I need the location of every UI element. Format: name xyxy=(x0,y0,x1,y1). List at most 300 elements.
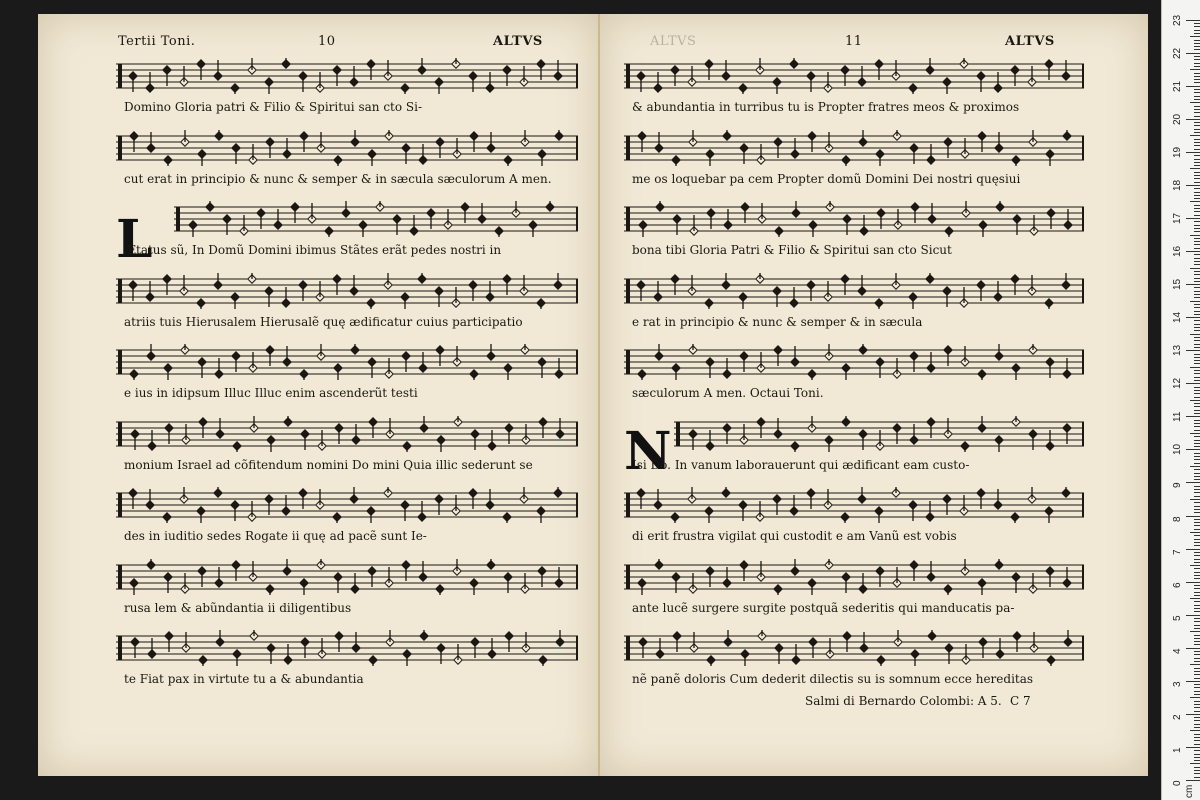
ruler-subtick xyxy=(1194,757,1200,758)
ruler-subtick xyxy=(1194,734,1200,735)
ruler-subtick xyxy=(1194,99,1200,100)
ruler-subtick xyxy=(1194,651,1200,652)
ruler-tick xyxy=(1186,482,1200,483)
ruler-label: 9 xyxy=(1172,482,1183,489)
ruler-tick xyxy=(1186,218,1200,219)
ruler-subtick xyxy=(1194,129,1200,130)
ruler-tick xyxy=(1186,86,1200,87)
ruler-subtick xyxy=(1194,635,1200,636)
music-staff xyxy=(674,416,1084,452)
ruler-subtick xyxy=(1194,145,1200,146)
lyric-line: e rat in principio & nunc & semper & in sæcula xyxy=(632,314,923,329)
ruler-subtick xyxy=(1194,410,1200,411)
ruler-subtick xyxy=(1194,274,1200,275)
ruler-subtick xyxy=(1194,82,1200,83)
ruler-subtick xyxy=(1190,466,1200,467)
ruler-subtick xyxy=(1194,205,1200,206)
ruler-subtick xyxy=(1190,69,1200,70)
ruler-label: 22 xyxy=(1172,47,1183,59)
ruler-subtick xyxy=(1194,578,1200,579)
ruler-subtick xyxy=(1194,423,1200,424)
lyric-line: Ætatus sũ, In Domũ Domini ibimus Stãtes erãt pedes nostri in xyxy=(124,243,502,257)
ruler-tick xyxy=(1186,714,1200,715)
ruler-subtick xyxy=(1194,175,1200,176)
ruler-subtick xyxy=(1190,235,1200,236)
ruler-subtick xyxy=(1194,525,1200,526)
ruler-subtick xyxy=(1194,777,1200,778)
music-staff xyxy=(116,344,578,380)
ruler-label: 6 xyxy=(1172,582,1183,588)
ruler-subtick xyxy=(1194,717,1200,718)
ruler-subtick xyxy=(1194,363,1200,364)
ruler-subtick xyxy=(1194,192,1200,193)
ruler-subtick xyxy=(1194,340,1200,341)
ruler-subtick xyxy=(1190,499,1200,500)
ruler-subtick xyxy=(1194,76,1200,77)
ruler-subtick xyxy=(1194,492,1200,493)
ruler-subtick xyxy=(1194,618,1200,619)
ruler-subtick xyxy=(1194,112,1200,113)
music-staff xyxy=(624,273,1084,309)
music-staff xyxy=(116,273,578,309)
music-staff xyxy=(624,344,1084,380)
ruler-subtick xyxy=(1194,440,1200,441)
ruler-subtick xyxy=(1194,155,1200,156)
ruler-label: 0 xyxy=(1172,780,1183,786)
ruler-subtick xyxy=(1194,605,1200,606)
ruler-tick xyxy=(1186,780,1200,781)
lyric-line: nẽ panẽ doloris Cum dederit dilectis su is somnum ecce hereditas xyxy=(632,672,1034,686)
music-staff xyxy=(624,130,1084,166)
ruler-subtick xyxy=(1194,413,1200,414)
music-staff xyxy=(116,487,578,523)
ruler-subtick xyxy=(1194,387,1200,388)
ruler-subtick xyxy=(1194,244,1200,245)
ruler-subtick xyxy=(1194,304,1200,305)
ruler-tick xyxy=(1186,152,1200,153)
ruler-subtick xyxy=(1194,215,1200,216)
ruler-tick xyxy=(1186,416,1200,417)
ruler-subtick xyxy=(1194,287,1200,288)
ruler-subtick xyxy=(1194,122,1200,123)
ruler-subtick xyxy=(1194,575,1200,576)
ruler-subtick xyxy=(1194,767,1200,768)
ruler-subtick xyxy=(1190,135,1200,136)
ruler-subtick xyxy=(1194,545,1200,546)
ruler-tick xyxy=(1186,20,1200,21)
ruler-subtick xyxy=(1194,522,1200,523)
lyric-line: te Fiat pax in virtute tu a & abundantia xyxy=(124,672,364,686)
header-altus-left: ALTVS xyxy=(493,34,543,49)
ruler-subtick xyxy=(1194,125,1200,126)
ruler-subtick xyxy=(1190,664,1200,665)
ruler-subtick xyxy=(1194,26,1200,27)
ruler-subtick xyxy=(1194,644,1200,645)
ruler-label: 1 xyxy=(1172,747,1183,753)
header-altus-right: ALTVS xyxy=(1005,34,1055,49)
ruler-tick xyxy=(1186,681,1200,682)
ruler-subtick xyxy=(1194,139,1200,140)
ruler-subtick xyxy=(1194,668,1200,669)
lyric-line: ante lucẽ surgere surgite postquã sederitis qui manducatis pa- xyxy=(632,600,1015,615)
decorated-initial-l: L xyxy=(116,209,153,270)
ruler-subtick xyxy=(1194,691,1200,692)
ruler-subtick xyxy=(1194,30,1200,31)
ruler-subtick xyxy=(1194,555,1200,556)
ruler-label: 4 xyxy=(1172,648,1183,654)
ruler-subtick xyxy=(1194,568,1200,569)
ruler-subtick xyxy=(1194,539,1200,540)
ruler-subtick xyxy=(1194,116,1200,117)
ruler-subtick xyxy=(1190,565,1200,566)
ruler-subtick xyxy=(1194,324,1200,325)
ruler-subtick xyxy=(1194,23,1200,24)
ruler-label: 20 xyxy=(1172,113,1183,125)
ruler-subtick xyxy=(1194,165,1200,166)
ruler-subtick xyxy=(1194,79,1200,80)
ruler-label: 19 xyxy=(1172,146,1183,158)
music-staff xyxy=(624,630,1084,666)
ruler-tick xyxy=(1186,648,1200,649)
ruler-subtick xyxy=(1194,625,1200,626)
lyric-line: atriis tuis Hierusalem Hierusalẽ quę ædificatur cuius participatio xyxy=(124,314,523,329)
ruler-subtick xyxy=(1194,502,1200,503)
ruler-subtick xyxy=(1194,380,1200,381)
ruler-subtick xyxy=(1194,611,1200,612)
ruler-subtick xyxy=(1194,773,1200,774)
ruler-subtick xyxy=(1194,552,1200,553)
ruler-subtick xyxy=(1194,330,1200,331)
ruler-subtick xyxy=(1194,377,1200,378)
music-staff xyxy=(116,416,578,452)
ruler-subtick xyxy=(1194,750,1200,751)
ruler-subtick xyxy=(1194,420,1200,421)
ruler-subtick xyxy=(1194,592,1200,593)
ruler-label: 21 xyxy=(1172,80,1183,92)
ruler-label: 11 xyxy=(1172,411,1183,423)
ruler-subtick xyxy=(1194,162,1200,163)
ruler-tick xyxy=(1186,383,1200,384)
ruler-subtick xyxy=(1194,357,1200,358)
ruler-subtick xyxy=(1194,92,1200,93)
ruler-subtick xyxy=(1194,473,1200,474)
ruler-subtick xyxy=(1194,46,1200,47)
ruler-subtick xyxy=(1190,168,1200,169)
ruler-tick xyxy=(1186,251,1200,252)
ruler-label: 16 xyxy=(1172,245,1183,258)
ruler-subtick xyxy=(1190,400,1200,401)
ruler-subtick xyxy=(1194,720,1200,721)
music-staff xyxy=(116,58,578,94)
ruler-subtick xyxy=(1194,248,1200,249)
ruler-subtick xyxy=(1194,754,1200,755)
ruler-subtick xyxy=(1194,337,1200,338)
ruler-subtick xyxy=(1190,697,1200,698)
page-number-right: 11 xyxy=(845,34,863,49)
ruler-subtick xyxy=(1194,271,1200,272)
ruler-subtick xyxy=(1194,770,1200,771)
music-staff xyxy=(116,630,578,666)
ruler-tick xyxy=(1186,582,1200,583)
ruler-subtick xyxy=(1194,211,1200,212)
ruler-subtick xyxy=(1194,198,1200,199)
lyric-line: Domino Gloria patri & Filio & Spiritui san cto Si- xyxy=(124,100,423,114)
ruler-subtick xyxy=(1194,701,1200,702)
music-staff xyxy=(116,559,578,595)
ruler-subtick xyxy=(1194,479,1200,480)
ruler-subtick xyxy=(1190,631,1200,632)
ruler-tick xyxy=(1186,53,1200,54)
ruler-subtick xyxy=(1194,241,1200,242)
ruler-label: 10 xyxy=(1172,444,1183,456)
decorated-initial-n: N xyxy=(624,421,672,482)
ruler-subtick xyxy=(1194,654,1200,655)
ruler-subtick xyxy=(1194,740,1200,741)
ruler-subtick xyxy=(1194,496,1200,497)
ruler-subtick xyxy=(1194,436,1200,437)
music-staff xyxy=(624,559,1084,595)
ruler-subtick xyxy=(1194,638,1200,639)
ruler-tick xyxy=(1186,615,1200,616)
ruler-subtick xyxy=(1190,433,1200,434)
ruler-subtick xyxy=(1194,724,1200,725)
ruler-subtick xyxy=(1194,704,1200,705)
ruler-subtick xyxy=(1194,601,1200,602)
ruler-subtick xyxy=(1190,367,1200,368)
footer-signature-mark: C 7 xyxy=(1010,694,1031,708)
ruler-subtick xyxy=(1194,453,1200,454)
ruler-subtick xyxy=(1194,397,1200,398)
ruler-subtick xyxy=(1194,737,1200,738)
ruler-subtick xyxy=(1194,588,1200,589)
ruler-subtick xyxy=(1194,221,1200,222)
ruler-subtick xyxy=(1194,694,1200,695)
open-book xyxy=(38,14,1148,776)
ruler-subtick xyxy=(1194,446,1200,447)
ruler-subtick xyxy=(1194,281,1200,282)
ruler-subtick xyxy=(1194,106,1200,107)
ruler-subtick xyxy=(1194,406,1200,407)
header-left-toni: Tertii Toni. xyxy=(118,34,196,49)
lyric-line: sæculorum A men. Octaui Toni. xyxy=(632,386,824,400)
ruler-subtick xyxy=(1194,608,1200,609)
ruler-tick xyxy=(1186,317,1200,318)
ruler-subtick xyxy=(1194,347,1200,348)
ruler-subtick xyxy=(1190,598,1200,599)
ruler-subtick xyxy=(1194,678,1200,679)
ruler-subtick xyxy=(1190,36,1200,37)
ruler-subtick xyxy=(1194,711,1200,712)
ruler-tick xyxy=(1186,350,1200,351)
ruler-label: 17 xyxy=(1172,212,1183,225)
ruler-subtick xyxy=(1194,572,1200,573)
ruler-subtick xyxy=(1194,744,1200,745)
music-staff xyxy=(116,130,578,166)
ruler-label: 23 xyxy=(1172,14,1183,26)
measurement-ruler xyxy=(1161,0,1200,800)
ruler-subtick xyxy=(1194,43,1200,44)
ruler-unit: cm xyxy=(1184,784,1195,798)
lyric-line: cut erat in principio & nunc & semper & in sæcula sæculorum A men. xyxy=(124,171,552,186)
ruler-label: 13 xyxy=(1172,345,1183,357)
ruler-subtick xyxy=(1194,327,1200,328)
lyric-line: e ius in idipsum Illuc Illuc enim ascenderũt testi xyxy=(124,386,418,400)
ruler-subtick xyxy=(1194,264,1200,265)
ruler-subtick xyxy=(1190,763,1200,764)
ruler-subtick xyxy=(1194,519,1200,520)
ruler-subtick xyxy=(1194,314,1200,315)
music-staff xyxy=(624,201,1084,237)
ruler-subtick xyxy=(1194,178,1200,179)
ruler-subtick xyxy=(1194,760,1200,761)
ruler-subtick xyxy=(1194,344,1200,345)
ruler-subtick xyxy=(1194,707,1200,708)
ruler-subtick xyxy=(1194,426,1200,427)
ruler-subtick xyxy=(1194,559,1200,560)
ruler-subtick xyxy=(1194,294,1200,295)
ruler-subtick xyxy=(1190,730,1200,731)
ruler-subtick xyxy=(1194,188,1200,189)
ruler-subtick xyxy=(1194,430,1200,431)
ruler-subtick xyxy=(1194,562,1200,563)
ruler-subtick xyxy=(1194,529,1200,530)
ruler-subtick xyxy=(1194,159,1200,160)
ruler-subtick xyxy=(1194,684,1200,685)
music-staff xyxy=(174,201,578,237)
music-staff xyxy=(624,58,1084,94)
ruler-subtick xyxy=(1194,628,1200,629)
ruler-subtick xyxy=(1194,459,1200,460)
ruler-subtick xyxy=(1194,278,1200,279)
ruler-subtick xyxy=(1194,238,1200,239)
ruler-subtick xyxy=(1194,403,1200,404)
ruler-subtick xyxy=(1194,373,1200,374)
ruler-subtick xyxy=(1194,390,1200,391)
ruler-subtick xyxy=(1194,195,1200,196)
ruler-subtick xyxy=(1194,354,1200,355)
ruler-subtick xyxy=(1194,463,1200,464)
ruler-subtick xyxy=(1194,40,1200,41)
ruler-subtick xyxy=(1194,469,1200,470)
right-page xyxy=(600,14,1148,776)
music-staff xyxy=(624,487,1084,523)
ruler-subtick xyxy=(1194,489,1200,490)
lyric-line: me os loquebar pa cem Propter domũ Domini Dei nostri quęsiui xyxy=(632,171,1021,186)
ruler-label: 12 xyxy=(1172,378,1183,390)
ruler-subtick xyxy=(1194,443,1200,444)
ruler-subtick xyxy=(1194,182,1200,183)
ruler-subtick xyxy=(1194,641,1200,642)
ruler-subtick xyxy=(1194,476,1200,477)
ruler-subtick xyxy=(1194,393,1200,394)
ruler-subtick xyxy=(1194,535,1200,536)
ruler-subtick xyxy=(1194,671,1200,672)
ruler-subtick xyxy=(1194,661,1200,662)
ruler-subtick xyxy=(1194,360,1200,361)
ruler-subtick xyxy=(1190,532,1200,533)
ruler-subtick xyxy=(1190,268,1200,269)
ruler-subtick xyxy=(1194,56,1200,57)
ruler-subtick xyxy=(1194,658,1200,659)
ruler-subtick xyxy=(1194,132,1200,133)
ruler-subtick xyxy=(1194,307,1200,308)
ruler-subtick xyxy=(1194,311,1200,312)
lyric-line: monium Israel ad cõfitendum nomini Do mini Quia illic sederunt se xyxy=(124,457,533,472)
ruler-tick xyxy=(1186,747,1200,748)
ruler-subtick xyxy=(1194,291,1200,292)
lyric-line: & abundantia in turribus tu is Propter fratres meos & proximos xyxy=(632,100,1020,114)
ruler-subtick xyxy=(1194,456,1200,457)
ruler-subtick xyxy=(1194,585,1200,586)
ruler-subtick xyxy=(1194,225,1200,226)
ruler-label: 8 xyxy=(1172,515,1183,522)
ruler-subtick xyxy=(1190,201,1200,202)
ruler-tick xyxy=(1186,549,1200,550)
ruler-subtick xyxy=(1194,172,1200,173)
ruler-subtick xyxy=(1194,297,1200,298)
ruler-subtick xyxy=(1194,96,1200,97)
ruler-subtick xyxy=(1194,512,1200,513)
ruler-subtick xyxy=(1194,231,1200,232)
ghost-header-altus: ALTVS xyxy=(650,34,697,49)
ruler-label: 15 xyxy=(1172,279,1183,291)
lyric-line: Isi Do. In vanum laborauerunt qui ædificant eam custo- xyxy=(632,457,970,472)
ruler-tick xyxy=(1186,516,1200,517)
ruler-subtick xyxy=(1194,727,1200,728)
ruler-tick xyxy=(1186,185,1200,186)
ruler-subtick xyxy=(1194,149,1200,150)
ruler-label: 2 xyxy=(1172,714,1183,720)
ruler-tick xyxy=(1186,284,1200,285)
ruler-subtick xyxy=(1190,102,1200,103)
ruler-tick xyxy=(1186,449,1200,450)
ruler-subtick xyxy=(1194,33,1200,34)
ruler-label: 5 xyxy=(1172,615,1183,621)
ruler-subtick xyxy=(1190,301,1200,302)
lyric-line: di erit frustra vigilat qui custodit e am Vanũ est vobis xyxy=(632,529,957,543)
ruler-subtick xyxy=(1194,89,1200,90)
ruler-subtick xyxy=(1194,258,1200,259)
ruler-subtick xyxy=(1194,254,1200,255)
lyric-line: bona tibi Gloria Patri & Filio & Spiritui san cto Sicut xyxy=(632,243,952,257)
page-number-left: 10 xyxy=(318,34,336,49)
ruler-subtick xyxy=(1194,674,1200,675)
ruler-subtick xyxy=(1194,621,1200,622)
ruler-subtick xyxy=(1194,208,1200,209)
ruler-label: 14 xyxy=(1172,312,1183,324)
ruler-subtick xyxy=(1194,228,1200,229)
ruler-subtick xyxy=(1194,506,1200,507)
ruler-subtick xyxy=(1190,334,1200,335)
ruler-subtick xyxy=(1194,486,1200,487)
ruler-subtick xyxy=(1194,73,1200,74)
ruler-subtick xyxy=(1194,63,1200,64)
ruler-tick xyxy=(1186,119,1200,120)
ruler-subtick xyxy=(1194,261,1200,262)
lyric-line: des in iuditio sedes Rogate ii quę ad pacẽ sunt Ie- xyxy=(124,529,427,543)
lyric-line: rusa lem & abũndantia ii diligentibus xyxy=(124,600,352,615)
ruler-subtick xyxy=(1194,370,1200,371)
footer-title: Salmi di Bernardo Colombi: A 5. xyxy=(805,694,1002,708)
ruler-subtick xyxy=(1194,66,1200,67)
ruler-subtick xyxy=(1194,320,1200,321)
ruler-subtick xyxy=(1194,595,1200,596)
ruler-subtick xyxy=(1194,49,1200,50)
ruler-subtick xyxy=(1194,142,1200,143)
ruler-subtick xyxy=(1194,109,1200,110)
ruler-label: 18 xyxy=(1172,179,1183,191)
ruler-subtick xyxy=(1194,509,1200,510)
